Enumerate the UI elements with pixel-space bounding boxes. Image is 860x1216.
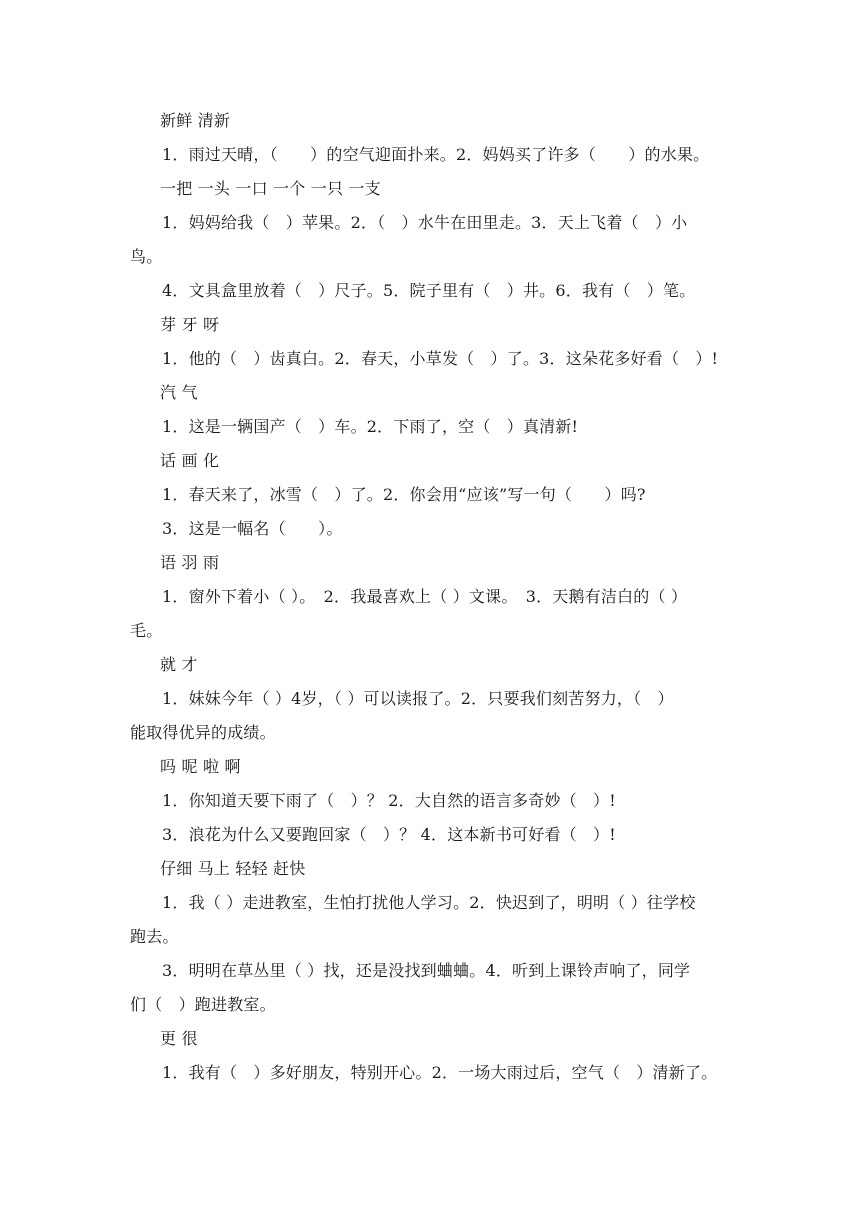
exercise-sentence-continuation: 能取得优异的成绩。	[130, 723, 276, 742]
exercise-sentence: 1．他的（ ）齿真白。2．春天，小草发（ ）了。3．这朵花多好看（ ）!	[162, 349, 719, 368]
exercise-sentence-continuation: 跑去。	[130, 927, 179, 946]
word-options-line: 更 很	[160, 1029, 198, 1048]
exercise-sentence: 1．妹妹今年（ ）4岁，（ ）可以读报了。2．只要我们刻苦努力，（ ）	[162, 689, 674, 708]
exercise-sentence: 3．这是一幅名（ ）。	[162, 519, 343, 538]
exercise-sentence-continuation: 鸟。	[130, 247, 163, 266]
exercise-sentence: 1．这是一辆国产（ ）车。2．下雨了，空（ ）真清新!	[162, 417, 579, 436]
word-options-line: 汽 气	[160, 383, 198, 402]
exercise-sentence: 4．文具盒里放着（ ）尺子。5．院子里有（ ）井。6．我有（ ）笔。	[162, 281, 696, 300]
word-options-line: 吗 呢 啦 啊	[160, 757, 241, 776]
exercise-sentence: 1．春天来了，冰雪（ ）了。2．你会用“应该”写一句（ ）吗?	[162, 485, 646, 504]
exercise-sentence: 1．你知道天要下雨了（ ）？ 2．大自然的语言多奇妙（ ）!	[162, 791, 616, 810]
exercise-sentence: 1．雨过天晴，（ ）的空气迎面扑来。2．妈妈买了许多（ ）的水果。	[162, 145, 710, 164]
exercise-sentence-continuation: 毛。	[130, 621, 163, 640]
exercise-sentence: 3．浪花为什么又要跑回家（ ）？ 4．这本新书可好看（ ）!	[162, 825, 616, 844]
word-options-line: 话 画 化	[160, 451, 220, 470]
word-options-line: 仔细 马上 轻轻 赶快	[160, 859, 306, 878]
word-options-line: 就 才	[160, 655, 198, 674]
exercise-sentence: 1．妈妈给我（ ）苹果。2．（ ）水牛在田里走。3．天上飞着（ ）小	[162, 213, 688, 232]
word-options-line: 新鲜 清新	[160, 111, 231, 130]
exercise-sentence: 1．我（ ）走进教室，生怕打扰他人学习。2．快迟到了，明明（ ）往学校	[162, 893, 696, 912]
word-options-line: 语 羽 雨	[160, 553, 220, 572]
word-options-line: 芽 牙 呀	[160, 315, 220, 334]
exercise-sentence-continuation: 们（ ）跑进教室。	[130, 995, 276, 1014]
exercise-sentence: 1．窗外下着小（ ）。 2．我最喜欢上（ ）文课。 3．天鹅有洁白的（ ）	[162, 587, 688, 606]
word-options-line: 一把 一头 一口 一个 一只 一支	[160, 179, 381, 198]
exercise-sentence: 3．明明在草丛里（ ）找，还是没找到蛐蛐。4．听到上课铃声响了，同学	[162, 961, 691, 980]
exercise-sentence: 1．我有（ ）多好朋友，特别开心。2．一场大雨过后，空气（ ）清新了。	[162, 1063, 718, 1082]
